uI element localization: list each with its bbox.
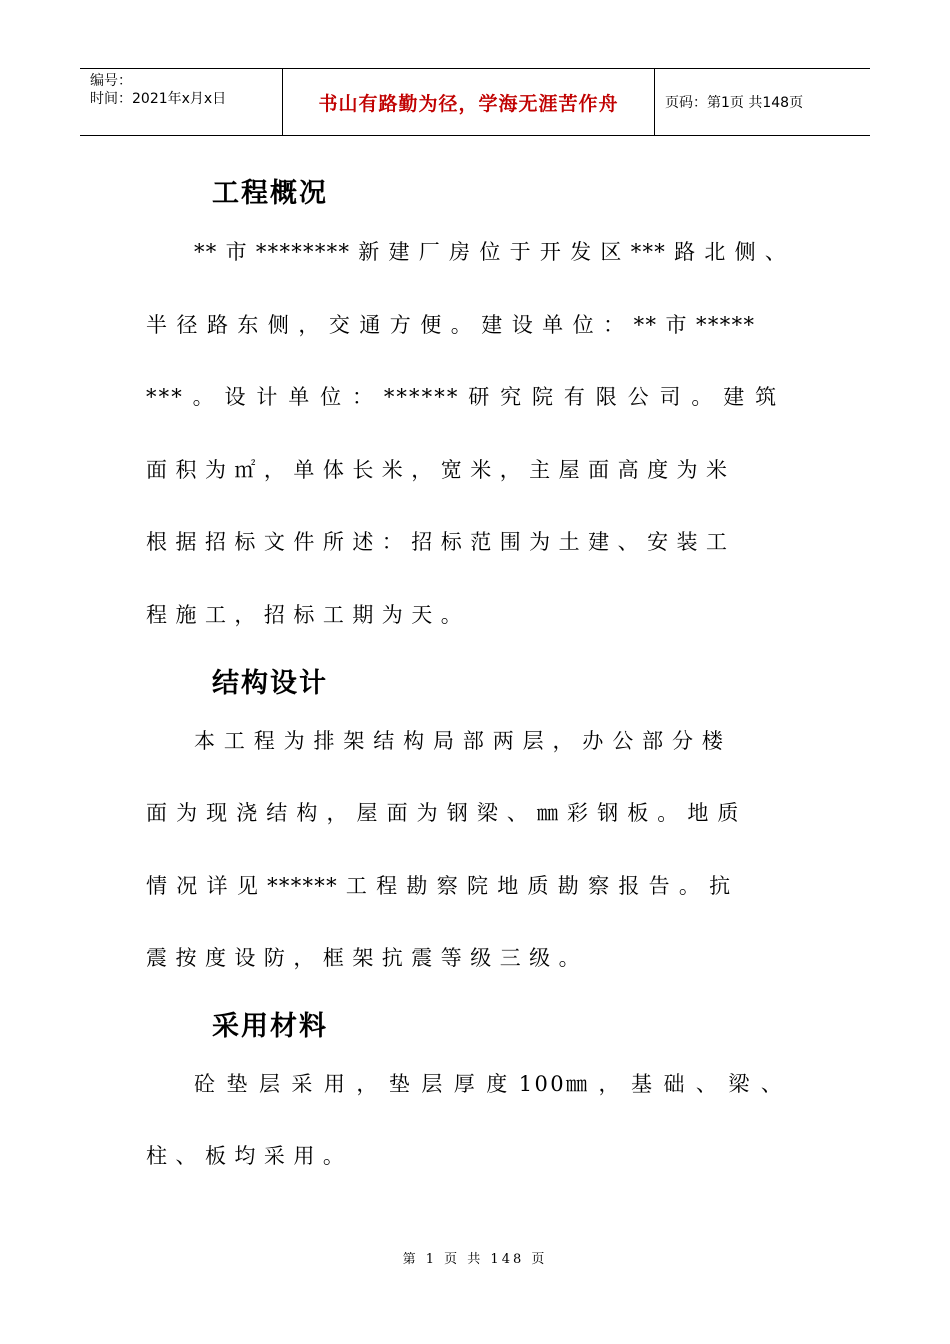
paragraph-line: 震 按 度 设 防 ， 框 架 抗 震 等 级 三 级 。 xyxy=(146,946,581,970)
paragraph-line: 柱 、 板 均 采 用 。 xyxy=(146,1144,345,1168)
paragraph-line: 面 为 现 浇 结 构 ， 屋 面 为 钢 梁 、 ㎜ 彩 钢 板 。 地 质 xyxy=(146,801,740,825)
paragraph-line: 本 工 程 为 排 架 结 构 局 部 两 层 ， 办 公 部 分 楼 xyxy=(194,729,724,753)
paragraph-line: ** 市 ******** 新 建 厂 房 位 于 开 发 区 *** 路 北 侧 、 xyxy=(194,240,788,264)
section-title-materials: 采用材料 xyxy=(212,1011,328,1042)
section-title-structure: 结构设计 xyxy=(212,668,328,699)
header-motto: 书山有路勤为径，学海无涯苦作舟 xyxy=(282,69,655,135)
paragraph-line: 面 积 为 ㎡ ， 单 体 长 米 ， 宽 米 ， 主 屋 面 高 度 为 米 xyxy=(146,458,728,482)
paragraph-line: 砼 垫 层 采 用 ， 垫 层 厚 度 100㎜ ， 基 础 、 梁 、 xyxy=(194,1072,785,1096)
page-footer: 第 1 页 共 148 页 xyxy=(402,1252,548,1267)
header-page-info: 页码：第1页 共148页 xyxy=(665,95,804,111)
section-title-overview: 工程概况 xyxy=(212,178,328,209)
header-meta xyxy=(80,69,282,135)
document-header xyxy=(80,68,870,136)
paragraph-line: 根 据 招 标 文 件 所 述 ： 招 标 范 围 为 土 建 、 安 装 工 xyxy=(146,530,728,554)
paragraph-line: 程 施 工 ， 招 标 工 期 为 天 。 xyxy=(146,603,463,627)
paragraph-line: 情 况 详 见 ****** 工 程 勘 察 院 地 质 勘 察 报 告 。 抗 xyxy=(146,874,732,898)
paragraph-line: 半 径 路 东 侧 ， 交 通 方 便 。 建 设 单 位 ： ** 市 ***** xyxy=(146,313,756,337)
document-date: 时间：2021年x月x日 xyxy=(90,91,227,107)
paragraph-line: *** 。 设 计 单 位 ： ****** 研 究 院 有 限 公 司 。 建 筑 xyxy=(146,385,779,409)
document-number-label: 编号： xyxy=(90,73,132,89)
